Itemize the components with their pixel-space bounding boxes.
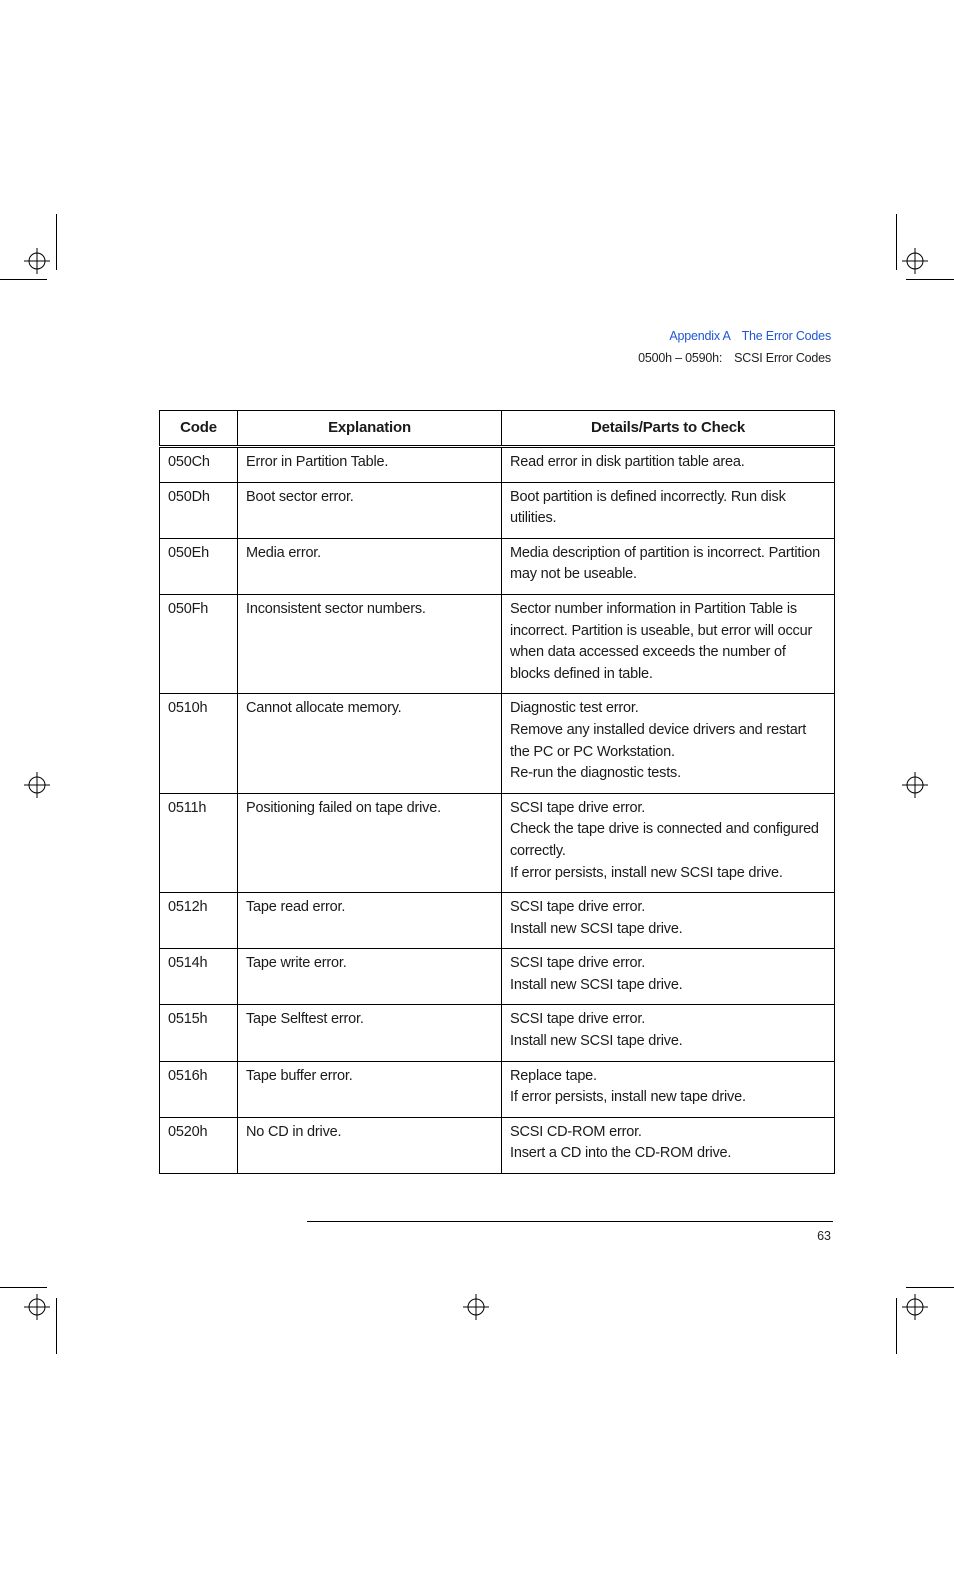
running-header-section (638, 351, 831, 365)
explanation-cell: Boot sector error. (238, 482, 502, 538)
explanation-cell: Tape read error. (238, 893, 502, 949)
explanation-cell: Tape buffer error. (238, 1061, 502, 1117)
footer-rule (307, 1221, 833, 1222)
details-line: SCSI tape drive error. (510, 899, 646, 916)
details-line: Install new SCSI tape drive. (510, 920, 683, 937)
registration-mark-right (900, 770, 930, 800)
error-code-cell: 050Eh (160, 538, 238, 594)
explanation-cell: Inconsistent sector numbers. (238, 594, 502, 693)
details-line: Read error in disk partition table area. (510, 454, 745, 470)
details-cell (502, 793, 835, 892)
error-code-table (159, 410, 835, 1174)
details-cell (502, 538, 835, 594)
explanation-cell: Positioning failed on tape drive. (238, 793, 502, 892)
column-header-explanation: Explanation (238, 411, 502, 447)
section-range: 0500h – 0590h: (638, 351, 723, 365)
details-line: Re-run the diagnostic tests. (510, 765, 681, 782)
crop-mark-bottom-right (894, 1284, 954, 1354)
details-cell (502, 1117, 835, 1173)
explanation-cell: Error in Partition Table. (238, 447, 502, 483)
details-line: Insert a CD into the CD-ROM drive. (510, 1145, 732, 1162)
details-cell (502, 694, 835, 793)
crop-mark-top-left (0, 214, 60, 284)
details-line: SCSI CD-ROM error. (510, 1123, 642, 1140)
crop-mark-bottom-left (0, 1284, 60, 1354)
table-row (160, 447, 835, 483)
details-line: If error persists, install new tape drive. (510, 1089, 746, 1106)
registration-mark-bottom (461, 1292, 491, 1322)
details-line: Replace tape. (510, 1067, 597, 1084)
details-line: SCSI tape drive error. (510, 955, 646, 972)
details-line: Remove any installed device drivers and restart the PC or PC Workstation. (510, 721, 807, 760)
error-code-cell: 0511h (160, 793, 238, 892)
table-row (160, 1061, 835, 1117)
details-line: SCSI tape drive error. (510, 799, 646, 816)
chapter-title: The Error Codes (741, 329, 831, 343)
error-code-cell: 0515h (160, 1005, 238, 1061)
error-code-cell: 0512h (160, 893, 238, 949)
table-body (160, 447, 835, 1174)
table-row (160, 482, 835, 538)
details-cell (502, 1061, 835, 1117)
explanation-cell: Tape Selftest error. (238, 1005, 502, 1061)
explanation-cell: Cannot allocate memory. (238, 694, 502, 793)
page-number: 63 (817, 1229, 831, 1243)
table-row (160, 949, 835, 1005)
table-row (160, 594, 835, 693)
details-line: Check the tape drive is connected and configured correctly. (510, 821, 819, 859)
table-row (160, 1005, 835, 1061)
explanation-cell: Tape write error. (238, 949, 502, 1005)
details-cell (502, 1005, 835, 1061)
details-line: Install new SCSI tape drive. (510, 1033, 683, 1050)
table-row (160, 694, 835, 793)
registration-mark-left (22, 770, 52, 800)
details-line: Sector number information in Partition Table is incorrect. Partition is useable, but error will occur when data accessed exceeds the number of blocks defined in table. (510, 600, 813, 682)
error-code-cell: 050Fh (160, 594, 238, 693)
details-line: Diagnostic test error. (510, 700, 639, 717)
table-row (160, 1117, 835, 1173)
details-cell (502, 482, 835, 538)
column-header-code: Code (160, 411, 238, 447)
details-line: If error persists, install new SCSI tape drive. (510, 864, 783, 881)
details-line: Boot partition is defined incorrectly. Run disk utilities. (510, 488, 786, 527)
table-header-row (160, 411, 835, 447)
explanation-cell: No CD in drive. (238, 1117, 502, 1173)
section-title: SCSI Error Codes (734, 351, 831, 365)
details-cell (502, 594, 835, 693)
details-cell (502, 893, 835, 949)
running-header-chapter (669, 329, 831, 343)
column-header-details: Details/Parts to Check (502, 411, 835, 447)
error-code-cell: 0514h (160, 949, 238, 1005)
appendix-label: Appendix A (669, 329, 731, 343)
error-code-cell: 050Ch (160, 447, 238, 483)
details-line: Install new SCSI tape drive. (510, 976, 683, 993)
explanation-cell: Media error. (238, 538, 502, 594)
error-code-cell: 0520h (160, 1117, 238, 1173)
error-code-cell: 0510h (160, 694, 238, 793)
details-cell (502, 447, 835, 483)
error-code-cell: 0516h (160, 1061, 238, 1117)
error-code-cell: 050Dh (160, 482, 238, 538)
table-row (160, 793, 835, 892)
details-line: SCSI tape drive error. (510, 1011, 646, 1028)
crop-mark-top-right (894, 214, 954, 284)
table-row (160, 893, 835, 949)
details-cell (502, 949, 835, 1005)
details-line: Media description of partition is incorrect. Partition may not be useable. (510, 544, 820, 583)
table-row (160, 538, 835, 594)
